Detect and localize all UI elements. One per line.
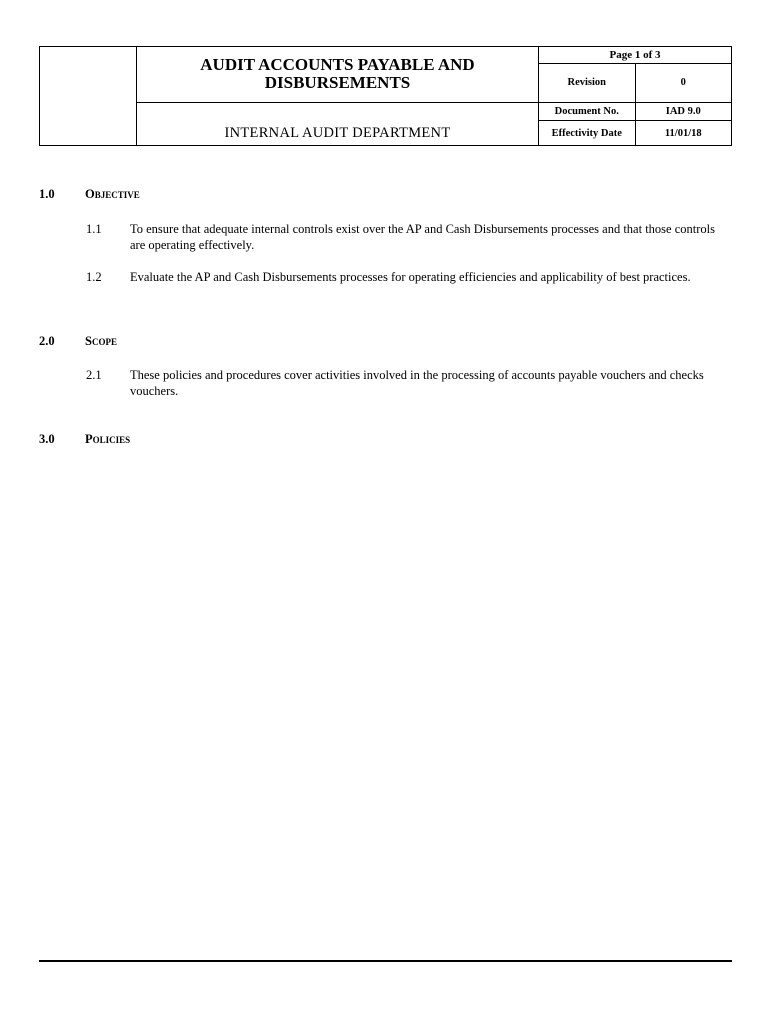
revision-value: 0 xyxy=(635,63,732,102)
item-text: These policies and procedures cover activities involved in the processing of accounts payable vouchers and checks vouchers. xyxy=(130,368,704,398)
section-title: Policies xyxy=(85,432,131,446)
item-number: 1.1 xyxy=(86,222,102,236)
section-heading-policies xyxy=(39,432,130,447)
section-number: 2.0 xyxy=(39,334,55,348)
department-name: INTERNAL AUDIT DEPARTMENT xyxy=(137,102,539,145)
revision-label: Revision xyxy=(539,63,636,102)
section-title: Scope xyxy=(85,334,117,348)
document-no-value: IAD 9.0 xyxy=(635,102,732,121)
logo-cell xyxy=(40,47,137,146)
document-title: AUDIT ACCOUNTS PAYABLE AND DISBURSEMENTS xyxy=(137,47,539,103)
section-heading-scope xyxy=(39,334,117,349)
section-number: 1.0 xyxy=(39,187,55,201)
section-title: Objective xyxy=(85,187,140,201)
document-no-label: Document No. xyxy=(539,102,636,121)
item-text: Evaluate the AP and Cash Disbursements processes for operating efficiencies and applicability of best practices. xyxy=(130,270,691,284)
item-number: 1.2 xyxy=(86,270,102,284)
section-number: 3.0 xyxy=(39,432,55,446)
item-number: 2.1 xyxy=(86,368,102,382)
item-text: To ensure that adequate internal controls exist over the AP and Cash Disbursements processes and that those controls are operating effectively. xyxy=(130,222,715,252)
page-indicator: Page 1 of 3 xyxy=(539,47,732,64)
document-header xyxy=(39,46,732,146)
effectivity-date-label: Effectivity Date xyxy=(539,121,636,146)
section-heading-objective xyxy=(39,187,140,202)
effectivity-date-value: 11/01/18 xyxy=(635,121,732,146)
footer-rule xyxy=(39,960,732,962)
